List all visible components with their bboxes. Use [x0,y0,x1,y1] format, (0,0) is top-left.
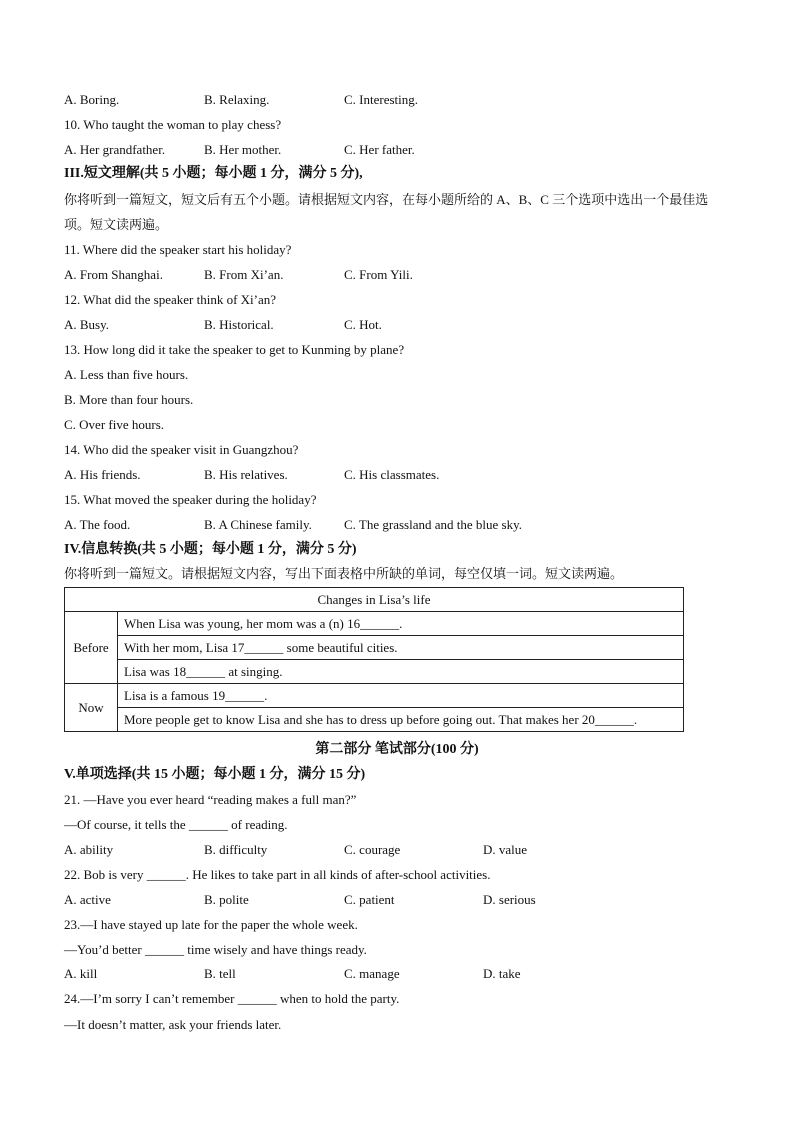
option: B. tell [204,966,236,981]
question-24-response: —It doesn’t matter, ask your friends later. [64,1017,282,1032]
question-21: 21. —Have you ever heard “reading makes a full man?” [64,792,357,807]
table-caption: Changes in Lisa’s life [65,588,684,612]
option: B. A Chinese family. [204,517,312,532]
option: C. The grassland and the blue sky. [344,517,522,532]
info-table [64,587,684,732]
option: A. Busy. [64,317,110,332]
question-23-response: —You’d better ______ time wisely and have things ready. [64,942,367,957]
table-cell: Lisa is a famous 19______. [118,684,684,708]
option: A. Less than five hours. [64,367,189,382]
option: B. More than four hours. [64,392,194,407]
table-row [65,612,684,636]
option: A. kill [64,966,98,981]
option: A. Her grandfather. [64,142,166,157]
option: C. Over five hours. [64,417,165,432]
part-2-heading: 第二部分 笔试部分(100 分) [315,742,479,757]
option: B. difficulty [204,842,268,857]
option: C. Her father. [344,142,415,157]
option: B. His relatives. [204,467,288,482]
option: B. Historical. [204,317,274,332]
question-15: 15. What moved the speaker during the holiday? [64,492,317,507]
table-cell: More people get to know Lisa and she has to dress up before going out. That makes her 20______. [118,708,684,732]
question-14: 14. Who did the speaker visit in Guangzhou? [64,442,299,457]
table-row [65,636,684,660]
option: D. take [483,966,521,981]
table-row [65,660,684,684]
table-cell: Lisa was 18______ at singing. [118,660,684,684]
option: C. Interesting. [344,92,419,107]
option: B. From Xi’an. [204,267,284,282]
question-10: 10. Who taught the woman to play chess? [64,117,282,132]
option: C. patient [344,892,395,907]
question-21-response: —Of course, it tells the ______ of reading. [64,817,288,832]
option: A. ability [64,842,114,857]
option: A. active [64,892,111,907]
section-4-instruction: 你将听到一篇短文。请根据短文内容，写出下面表格中所缺的单词，每空仅填一词。短文读两遍。 [64,566,624,581]
option: C. His classmates. [344,467,440,482]
option: D. value [483,842,528,857]
option: A. From Shanghai. [64,267,163,282]
option: B. Her mother. [204,142,282,157]
option: C. From Yili. [344,267,413,282]
question-24: 24.—I’m sorry I can’t remember ______ when to hold the party. [64,991,400,1006]
option: C. Hot. [344,317,382,332]
option: B. Relaxing. [204,92,270,107]
section-3-heading: III.短文理解(共 5 小题；每小题 1 分，满分 5 分), [64,166,363,181]
before-label: Before [65,612,118,684]
option: B. polite [204,892,249,907]
table-row [65,708,684,732]
table-row [65,684,684,708]
question-23: 23.—I have stayed up late for the paper the whole week. [64,917,358,932]
option: C. manage [344,966,400,981]
question-13: 13. How long did it take the speaker to get to Kunming by plane? [64,342,405,357]
option: A. Boring. [64,92,120,107]
question-22: 22. Bob is very ______. He likes to take part in all kinds of after-school activities. [64,867,491,882]
option: D. serious [483,892,536,907]
table-row [65,588,684,612]
section-3-instruction: 你将听到一篇短文，短文后有五个小题。请根据短文内容，在每小题所给的 A、B、C 三个选项中选出一个最佳选项。短文读两遍。 [64,192,709,232]
question-12: 12. What did the speaker think of Xi’an? [64,292,277,307]
section-5-heading: V.单项选择(共 15 小题；每小题 1 分，满分 15 分) [64,767,366,782]
option: A. The food. [64,517,131,532]
section-4-heading: IV.信息转换(共 5 小题；每小题 1 分，满分 5 分) [64,542,357,557]
now-label: Now [65,684,118,732]
table-cell: When Lisa was young, her mom was a (n) 16______. [118,612,684,636]
option: C. courage [344,842,401,857]
option: A. His friends. [64,467,141,482]
table-cell: With her mom, Lisa 17______ some beautiful cities. [118,636,684,660]
question-11: 11. Where did the speaker start his holiday? [64,242,292,257]
